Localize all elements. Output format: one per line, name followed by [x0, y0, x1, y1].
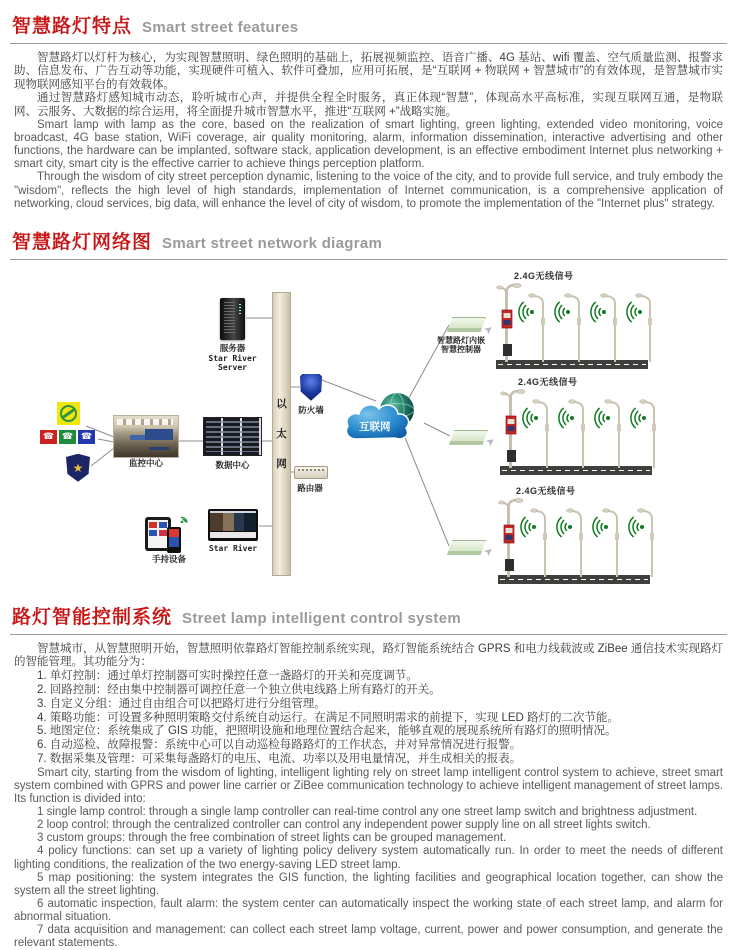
street-lamp-row — [494, 376, 656, 482]
smart-controller-box — [447, 540, 486, 555]
lamp-base-box — [505, 559, 514, 571]
monitoring-center-label: 监控中心 — [128, 457, 163, 468]
paragraph: 智慧城市，从智慧照明开始，智慧照明依靠路灯智能控制系统实现，路灯智能系统结合 GPRS 和电力线载波或 ZiBee 通信技术实现路灯的智能管理。其功能分为： — [14, 642, 723, 669]
list-item: 5 map positioning: the system integrates the GIS function, the lighting facilities and geographical location together, can show the system all the street lighting. — [14, 871, 723, 897]
router-label: 路由器 — [297, 482, 323, 493]
section2-title-en: Smart street network diagram — [162, 234, 383, 252]
section2-header — [10, 224, 727, 260]
paragraph: 智慧路灯以灯杆为核心，为实现智慧照明、绿色照明的基础上，拓展视频监控、语音广播、4G 基站、wifi 覆盖、空气质量监测、报警求助、信息发布、广告互动等功能，实现硬件可植入、软件可叠加，应用可拓展，是“互联网 + 物联网 + 智慧城市”的有效体现，是智慧城市实现物联网感知平台的有效载体。 — [14, 52, 723, 91]
list-item: 3. 自定义分组：通过自由组合可以把路灯进行分组管理。 — [37, 697, 326, 710]
emergency-phone-icon-blue — [78, 430, 95, 444]
handheld-device-label: 手持设备 — [151, 553, 186, 564]
street-lamp-row — [492, 485, 654, 591]
handheld-devices-icon — [145, 511, 190, 555]
star-river-display-label: Star River — [208, 543, 258, 553]
network-diagram — [0, 265, 737, 597]
server-label-en1: Star River — [208, 353, 257, 363]
list-item: 4 policy functions: can set up a variety of lighting policy delivery system automatically run. In order to meet the needs of different lighting conditions, the realization of the two energy-saving LED street lamp. — [14, 845, 723, 871]
street-lamp — [533, 399, 657, 467]
server-tower-icon — [220, 298, 245, 340]
smart-controller-box — [449, 430, 488, 445]
arrow-icon: ➤ — [481, 544, 497, 560]
firewall-label: 防火墙 — [298, 404, 324, 415]
emergency-phone-icon-green — [59, 430, 76, 444]
ethernet-char: 太 — [276, 428, 287, 441]
section1-title-zh: 智慧路灯特点 — [12, 16, 133, 37]
data-center-label: 数据中心 — [215, 459, 250, 470]
controller-label-line1: 智慧路灯内嵌 — [437, 335, 485, 345]
controller-label-line2: 智慧控制器 — [441, 345, 481, 355]
smart-street-lamp — [501, 389, 526, 468]
paragraph: Smart lamp with lamp as the core, based on the realization of smart lighting, green lighting, extended video monitoring, voice broadcast, 4G base station, WiFi coverage, air quality monitoring, alarm, information dissemination, interactive advertising and other functions, the hardware can be implanted, software stack, application development, is an effective embodiment Internet plus networking + smart city, smart city is the effective carrier to achieve things perception platform. — [14, 119, 723, 171]
wifi-signal-icon — [177, 511, 191, 523]
list-item: 2 loop control: through the centralized controller can control any independent power supply line on all street lights switch. — [37, 819, 651, 832]
list-item: 1. 单灯控制：通过单灯控制器可实时操控任意一盏路灯的开关和亮度调节。 — [37, 670, 418, 683]
list-item: 7. 数据采集及管理：可采集每盏路灯的电压、电流、功率以及用电量情况，并生成相关的报表。 — [37, 753, 522, 766]
paragraph: 通过智慧路灯感知城市动态，聆听城市心声，并提供全程全时服务，真正体现“智慧”，体现高水平高标准，实现互联网互通，是物联网、云服务、大数据的综合运用，将全面提升城市智慧水平，推进“互联网 +”战略实施。 — [14, 92, 723, 118]
section3-title-zh: 路灯智能控制系统 — [12, 606, 173, 628]
section1-header — [10, 8, 727, 44]
ethernet-bus — [272, 292, 291, 576]
list-item: 2. 回路控制：经由集中控制器可调控任意一个独立供电线路上所有路灯的开关。 — [37, 684, 441, 697]
section3-title-en: Street lamp intelligent control system — [182, 609, 461, 627]
ethernet-char: 网 — [276, 458, 287, 471]
controller-label — [425, 336, 497, 355]
data-center-icon — [203, 417, 262, 456]
list-item: 4. 策略功能：可设置多种照明策略交付系统自动运行。在满足不同照明需求的前提下，实现 LED 路灯的二次节能。 — [37, 711, 620, 724]
list-item: 7 data acquisition and management: can collect each street lamp voltage, current, power and power consumption, and generate the relevant statements. — [14, 923, 723, 950]
section3-header — [10, 599, 727, 635]
emergency-phone-icon-red — [40, 430, 57, 444]
wireless-signal-label: 2.4G无线信号 — [514, 270, 574, 281]
lamp-banner-display — [506, 416, 516, 434]
router-icon — [294, 466, 328, 479]
city-logo-icon — [57, 402, 80, 425]
phone-icon — [167, 527, 181, 553]
street-lamps-graphic — [490, 280, 652, 376]
lamp-banner-display — [502, 310, 512, 328]
list-item: 6 automatic inspection, fault alarm: the system center can automatically inspect the working state of each street lamp, and alarm for abnormal situation. — [14, 897, 723, 923]
arrow-icon: ➤ — [483, 434, 499, 450]
section1-text — [14, 52, 723, 211]
street-lamp — [529, 293, 653, 361]
list-item: 6. 自动巡检、故障报警：系统中心可以自动巡检每路路灯的工作状态，并对异常情况进行报警。 — [37, 739, 522, 752]
street-lamps-graphic — [492, 495, 654, 591]
section1-title-en: Smart street features — [142, 19, 299, 36]
section3-text — [14, 643, 723, 950]
wireless-signal-label: 2.4G无线信号 — [518, 376, 578, 387]
server-label-en2: Server — [218, 362, 247, 372]
server-label-zh: 服务器 — [219, 342, 246, 353]
internet-label: 互联网 — [359, 420, 391, 433]
street-lamps-graphic — [494, 386, 656, 482]
wireless-signal-label: 2.4G无线信号 — [516, 485, 576, 496]
ethernet-char: 以 — [276, 398, 287, 411]
street-lamp — [531, 508, 655, 576]
street-lamp-row — [490, 270, 652, 376]
lamp-banner-display — [504, 525, 514, 543]
monitoring-center-image — [113, 415, 179, 458]
list-item: 5. 地图定位：系统集成了 GIS 功能，把照明设施和地理位置结合起来，能够直观的展现系统所有路灯的照明情况。 — [37, 725, 617, 738]
smart-controller-box — [447, 317, 486, 332]
smart-street-lamp — [499, 498, 524, 577]
section2-title-zh: 智慧路灯网络图 — [12, 231, 153, 253]
list-item: 1 single lamp control: through a single lamp controller can real-time control any one street lamp switch and brightness adjustment. — [37, 806, 698, 819]
arrow-icon: ➤ — [481, 322, 497, 338]
paragraph: Smart city, starting from the wisdom of lighting, intelligent lighting rely on street lamp intelligent control system to achieve, street smart system combined with GPRS and power line carrier or ZiBee communication technology to achieve intelligent management of street lamps. Its function is divided into: — [14, 766, 723, 806]
internet-cloud-icon — [344, 391, 426, 447]
list-item: 3 custom groups: through the free combination of street lights can be grouped management. — [37, 832, 507, 845]
lamp-base-box — [503, 344, 512, 356]
smart-street-lamp — [497, 283, 522, 362]
lamp-base-box — [507, 450, 516, 462]
paragraph: Through the wisdom of city street perception dynamic, listening to the voice of the city, and to provide full service, and truly embody the "wisdom", reflects the high level of high standards, implementation of Internet communication, is a comprehensive application of networking, cloud services, big data, will enhance the level of city of wisdom, to promote the implementation of the "Internet plus" strategy. — [14, 171, 723, 210]
star-river-display — [208, 509, 258, 541]
